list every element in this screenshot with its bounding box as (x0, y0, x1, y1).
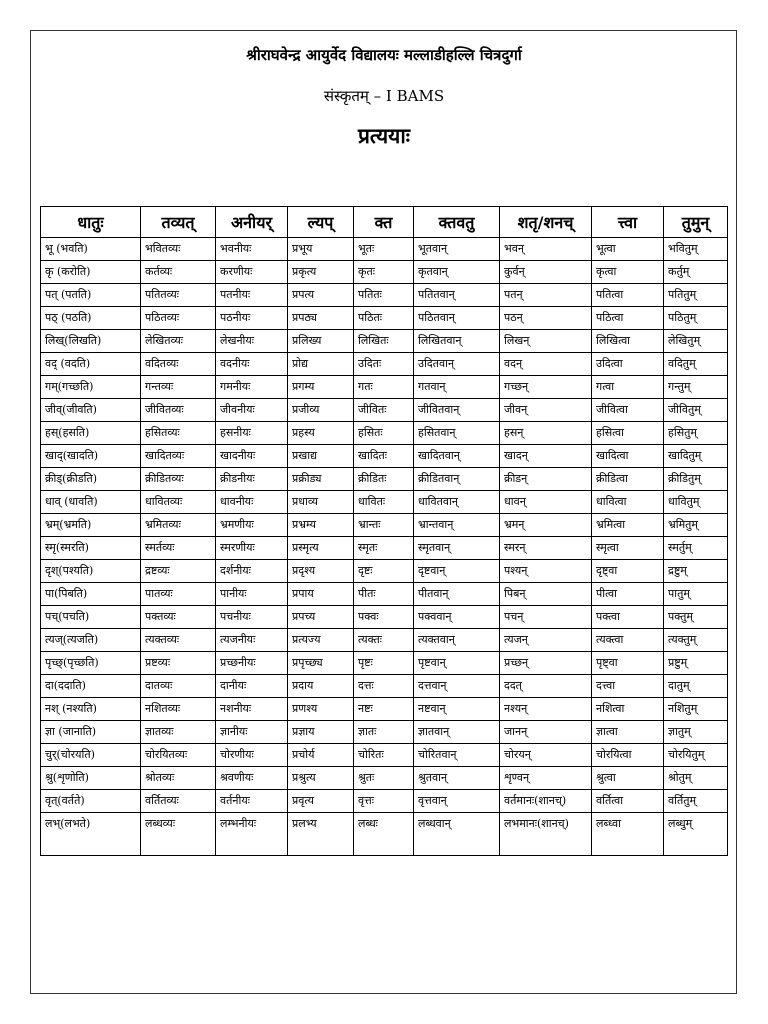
form-cell: जीवनीयः (216, 399, 288, 422)
form-cell: प्रलभ्य (288, 813, 354, 856)
table-row (41, 284, 728, 307)
form-cell: प्रस्मृत्य (288, 537, 354, 560)
form-cell: कुर्वन् (500, 261, 592, 284)
form-cell: ज्ञात्वा (592, 721, 664, 744)
form-cell: भवन् (500, 238, 592, 261)
form-cell: प्रहस्य (288, 422, 354, 445)
form-cell: नशनीयः (216, 698, 288, 721)
form-cell: धावितव्यः (141, 491, 216, 514)
form-cell: लिखित्वा (592, 330, 664, 353)
form-cell: पठित्वा (592, 307, 664, 330)
table-row (41, 307, 728, 330)
form-cell: प्रगम्य (288, 376, 354, 399)
form-cell: धावितवान् (414, 491, 500, 514)
column-header: अनीयर् (216, 207, 288, 238)
form-cell: पक्तव्यः (141, 606, 216, 629)
form-cell: कर्तव्यः (141, 261, 216, 284)
table-row (41, 399, 728, 422)
form-cell: वृत्तः (354, 790, 414, 813)
form-cell: स्मृतः (354, 537, 414, 560)
root-cell: श्रु(शृणोति) (41, 767, 141, 790)
form-cell: दानीयः (216, 675, 288, 698)
form-cell: पक्वः (354, 606, 414, 629)
root-cell: स्मृ(स्मरति) (41, 537, 141, 560)
form-cell: पिबन् (500, 583, 592, 606)
root-cell: वद् (वदति) (41, 353, 141, 376)
form-cell: पृष्टवान् (414, 652, 500, 675)
form-cell: गतवान् (414, 376, 500, 399)
form-cell: क्रीडितवान् (414, 468, 500, 491)
form-cell: हसित्वा (592, 422, 664, 445)
root-cell: पच्(पचति) (41, 606, 141, 629)
form-cell: चोरयितव्यः (141, 744, 216, 767)
form-cell: चोरितवान् (414, 744, 500, 767)
form-cell: लब्धुम् (664, 813, 728, 856)
form-cell: पीतवान् (414, 583, 500, 606)
form-cell: दातुम् (664, 675, 728, 698)
form-cell: प्रवृत्य (288, 790, 354, 813)
root-cell: लभ्(लभते) (41, 813, 141, 856)
form-cell: नशितव्यः (141, 698, 216, 721)
subject-line: संस्कृतम् – I BAMS (323, 87, 445, 105)
table-row (41, 767, 728, 790)
form-cell: प्रजीव्य (288, 399, 354, 422)
root-cell: पा(पिबति) (41, 583, 141, 606)
form-cell: जीवितवान् (414, 399, 500, 422)
form-cell: पठनीयः (216, 307, 288, 330)
root-cell: लिख्(लिखति) (41, 330, 141, 353)
table-row (41, 629, 728, 652)
form-cell: क्रीडितव्यः (141, 468, 216, 491)
table-row (41, 353, 728, 376)
form-cell: लम्भनीयः (216, 813, 288, 856)
form-cell: द्रष्टुम् (664, 560, 728, 583)
form-cell: नशित्वा (592, 698, 664, 721)
form-cell: दत्तः (354, 675, 414, 698)
table-row (41, 261, 728, 284)
form-cell: प्रष्टुम् (664, 652, 728, 675)
form-cell: वदितव्यः (141, 353, 216, 376)
form-cell: पठितुम् (664, 307, 728, 330)
form-cell: प्रोद्य (288, 353, 354, 376)
form-cell: हसितुम् (664, 422, 728, 445)
form-cell: लभमानः(शानच्) (500, 813, 592, 856)
form-cell: भ्रान्तवान् (414, 514, 500, 537)
table-row (41, 491, 728, 514)
form-cell: पक्तुम् (664, 606, 728, 629)
form-cell: खादितः (354, 445, 414, 468)
form-cell: प्रपत्य (288, 284, 354, 307)
form-cell: धावित्वा (592, 491, 664, 514)
root-cell: खाद्(खादति) (41, 445, 141, 468)
form-cell: पतितव्यः (141, 284, 216, 307)
form-cell: भूत्वा (592, 238, 664, 261)
form-cell: प्रदाय (288, 675, 354, 698)
form-cell: स्मरन् (500, 537, 592, 560)
form-cell: प्रभूय (288, 238, 354, 261)
form-cell: पतितवान् (414, 284, 500, 307)
form-cell: प्रकृत्य (288, 261, 354, 284)
form-cell: प्रपृच्छ्य (288, 652, 354, 675)
form-cell: चोरयन् (500, 744, 592, 767)
form-cell: गत्वा (592, 376, 664, 399)
form-cell: कृतवान् (414, 261, 500, 284)
root-cell: धाव् (धावति) (41, 491, 141, 514)
form-cell: पठन् (500, 307, 592, 330)
form-cell: धावितः (354, 491, 414, 514)
form-cell: जीवितुम् (664, 399, 728, 422)
form-cell: त्यक्तवान् (414, 629, 500, 652)
form-cell: प्रदृश्य (288, 560, 354, 583)
form-cell: स्मरणीयः (216, 537, 288, 560)
root-cell: नश् (नश्यति) (41, 698, 141, 721)
root-cell: कृ (करोति) (41, 261, 141, 284)
form-cell: त्यक्तव्यः (141, 629, 216, 652)
form-cell: पृष्ट्वा (592, 652, 664, 675)
form-cell: श्रोतुम् (664, 767, 728, 790)
form-cell: द्रष्टव्यः (141, 560, 216, 583)
form-cell: श्रुतवान् (414, 767, 500, 790)
form-cell: लब्धवान् (414, 813, 500, 856)
form-cell: लिखन् (500, 330, 592, 353)
form-cell: दत्तवान् (414, 675, 500, 698)
form-cell: स्मृत्वा (592, 537, 664, 560)
form-cell: हसितः (354, 422, 414, 445)
form-cell: प्रज्ञाय (288, 721, 354, 744)
form-cell: भ्रमन् (500, 514, 592, 537)
form-cell: दृष्टवान् (414, 560, 500, 583)
form-cell: पानीयः (216, 583, 288, 606)
form-cell: जीवित्वा (592, 399, 664, 422)
form-cell: ज्ञातव्यः (141, 721, 216, 744)
form-cell: ज्ञानीयः (216, 721, 288, 744)
form-cell: खादितवान् (414, 445, 500, 468)
form-cell: वर्तितुम् (664, 790, 728, 813)
form-cell: वृत्तवान् (414, 790, 500, 813)
table-row (41, 721, 728, 744)
form-cell: गन्तव्यः (141, 376, 216, 399)
form-cell: प्रच्छनीयः (216, 652, 288, 675)
form-cell: कृत्वा (592, 261, 664, 284)
form-cell: नशितुम् (664, 698, 728, 721)
form-cell: नष्टः (354, 698, 414, 721)
table-row (41, 514, 728, 537)
form-cell: प्रश्रुत्य (288, 767, 354, 790)
form-cell: करणीयः (216, 261, 288, 284)
root-cell: त्यज्(त्यजति) (41, 629, 141, 652)
column-header: शतृ/शनच् (500, 207, 592, 238)
form-cell: पचनीयः (216, 606, 288, 629)
form-cell: प्रलिख्य (288, 330, 354, 353)
form-cell: पठितवान् (414, 307, 500, 330)
form-cell: पतितुम् (664, 284, 728, 307)
form-cell: हसितव्यः (141, 422, 216, 445)
form-cell: भवितव्यः (141, 238, 216, 261)
table-row (41, 790, 728, 813)
form-cell: पतितः (354, 284, 414, 307)
form-cell: पठितः (354, 307, 414, 330)
form-cell: ज्ञातुम् (664, 721, 728, 744)
table-row (41, 606, 728, 629)
page-title: प्रत्ययाः (357, 123, 411, 148)
root-cell: पृच्छ्(पृच्छति) (41, 652, 141, 675)
table-body (41, 238, 728, 856)
suffix-table (40, 206, 728, 856)
root-cell: गम्(गच्छति) (41, 376, 141, 399)
form-cell: भवनीयः (216, 238, 288, 261)
form-cell: खादनीयः (216, 445, 288, 468)
root-cell: पत् (पतति) (41, 284, 141, 307)
form-cell: ज्ञातवान् (414, 721, 500, 744)
form-cell: क्रीडितः (354, 468, 414, 491)
root-cell: चुर्(चोरयति) (41, 744, 141, 767)
form-cell: श्रुत्वा (592, 767, 664, 790)
form-cell: खादन् (500, 445, 592, 468)
form-cell: प्रक्रीड्य (288, 468, 354, 491)
form-cell: चोरयितुम् (664, 744, 728, 767)
form-cell: प्रपाय (288, 583, 354, 606)
root-cell: हस्(हसति) (41, 422, 141, 445)
table-row (41, 238, 728, 261)
form-cell: लब्ध्वा (592, 813, 664, 856)
form-cell: क्रीडन् (500, 468, 592, 491)
form-cell: लब्धः (354, 813, 414, 856)
form-cell: क्रीडनीयः (216, 468, 288, 491)
form-cell: पतनीयः (216, 284, 288, 307)
form-cell: पश्यन् (500, 560, 592, 583)
form-cell: भ्रमितुम् (664, 514, 728, 537)
form-cell: भ्रमित्वा (592, 514, 664, 537)
form-cell: शृण्वन् (500, 767, 592, 790)
form-cell: प्रधाव्य (288, 491, 354, 514)
form-cell: प्रणश्य (288, 698, 354, 721)
form-cell: नश्यन् (500, 698, 592, 721)
table-row (41, 744, 728, 767)
table-row (41, 652, 728, 675)
form-cell: प्रपच्य (288, 606, 354, 629)
form-cell: लब्धव्यः (141, 813, 216, 856)
form-cell: जीवितः (354, 399, 414, 422)
form-cell: लेखितव्यः (141, 330, 216, 353)
form-cell: चोरयित्वा (592, 744, 664, 767)
form-cell: भ्रमणीयः (216, 514, 288, 537)
form-cell: त्यक्तः (354, 629, 414, 652)
header-row (41, 207, 728, 238)
form-cell: पृष्टः (354, 652, 414, 675)
form-cell: हसन् (500, 422, 592, 445)
table-row (41, 445, 728, 468)
form-cell: त्यजनीयः (216, 629, 288, 652)
form-cell: उदितवान् (414, 353, 500, 376)
school-name: श्रीराघवेन्द्र आयुर्वेद विद्यालयः मल्लाडीहल्लि चित्रदुर्गा (246, 46, 522, 64)
table-row (41, 560, 728, 583)
form-cell: गतः (354, 376, 414, 399)
form-cell: त्यक्त्वा (592, 629, 664, 652)
table-row (41, 330, 728, 353)
form-cell: प्रपठ्य (288, 307, 354, 330)
form-cell: धावन् (500, 491, 592, 514)
form-cell: जानन् (500, 721, 592, 744)
form-cell: खादितव्यः (141, 445, 216, 468)
table-row (41, 422, 728, 445)
root-cell: भ्रम्(भ्रमति) (41, 514, 141, 537)
form-cell: गन्तुम् (664, 376, 728, 399)
form-cell: वदन् (500, 353, 592, 376)
form-cell: प्रत्यज्य (288, 629, 354, 652)
form-cell: भ्रान्तः (354, 514, 414, 537)
table-row (41, 583, 728, 606)
root-cell: क्रीड्(क्रीडति) (41, 468, 141, 491)
root-cell: दृश्(पश्यति) (41, 560, 141, 583)
column-header: तुमुन् (664, 207, 728, 238)
form-cell: स्मृतवान् (414, 537, 500, 560)
form-cell: प्रच्छन् (500, 652, 592, 675)
form-cell: खादितुम् (664, 445, 728, 468)
column-header: तव्यत् (141, 207, 216, 238)
form-cell: पचन् (500, 606, 592, 629)
form-cell: प्रखाद्य (288, 445, 354, 468)
form-cell: क्रीडित्वा (592, 468, 664, 491)
table-row (41, 537, 728, 560)
form-cell: भवितुम् (664, 238, 728, 261)
form-cell: जीवन् (500, 399, 592, 422)
table-row (41, 813, 728, 856)
column-header: त्त्वा (592, 207, 664, 238)
form-cell: प्रष्टव्यः (141, 652, 216, 675)
form-cell: श्रवणीयः (216, 767, 288, 790)
form-cell: भूतवान् (414, 238, 500, 261)
form-cell: कृतः (354, 261, 414, 284)
form-cell: चोरितः (354, 744, 414, 767)
table-row (41, 698, 728, 721)
column-header: क्त (354, 207, 414, 238)
form-cell: श्रुतः (354, 767, 414, 790)
form-cell: वदितुम् (664, 353, 728, 376)
table-row (41, 675, 728, 698)
form-cell: पठितव्यः (141, 307, 216, 330)
table-row (41, 468, 728, 491)
form-cell: प्रभ्रम्य (288, 514, 354, 537)
form-cell: दर्शनीयः (216, 560, 288, 583)
form-cell: जीवितव्यः (141, 399, 216, 422)
form-cell: भ्रमितव्यः (141, 514, 216, 537)
form-cell: दातव्यः (141, 675, 216, 698)
root-cell: पठ् (पठति) (41, 307, 141, 330)
form-cell: वर्तितव्यः (141, 790, 216, 813)
form-cell: कर्तुम् (664, 261, 728, 284)
form-cell: धावनीयः (216, 491, 288, 514)
column-header: धातुः (41, 207, 141, 238)
form-cell: लिखितः (354, 330, 414, 353)
form-cell: पीतः (354, 583, 414, 606)
form-cell: वर्तमानः(शानच्) (500, 790, 592, 813)
column-header: क्तवतु (414, 207, 500, 238)
form-cell: भूतः (354, 238, 414, 261)
form-cell: स्मर्तव्यः (141, 537, 216, 560)
form-cell: ददत् (500, 675, 592, 698)
form-cell: नष्टवान् (414, 698, 500, 721)
form-cell: त्यजन् (500, 629, 592, 652)
form-cell: क्रीडितुम् (664, 468, 728, 491)
form-cell: गमनीयः (216, 376, 288, 399)
form-cell: दृष्टः (354, 560, 414, 583)
form-cell: वर्तित्वा (592, 790, 664, 813)
form-cell: लिखितवान् (414, 330, 500, 353)
form-cell: पक्त्वा (592, 606, 664, 629)
form-cell: दृष्ट्वा (592, 560, 664, 583)
form-cell: वर्तनीयः (216, 790, 288, 813)
form-cell: पातुम् (664, 583, 728, 606)
form-cell: पातव्यः (141, 583, 216, 606)
form-cell: त्यक्तुम् (664, 629, 728, 652)
root-cell: जीव्(जीवति) (41, 399, 141, 422)
form-cell: प्रचोर्य (288, 744, 354, 767)
root-cell: भू (भवति) (41, 238, 141, 261)
form-cell: चोरणीयः (216, 744, 288, 767)
form-cell: पतन् (500, 284, 592, 307)
form-cell: लेखितुम् (664, 330, 728, 353)
form-cell: वदनीयः (216, 353, 288, 376)
form-cell: पक्ववान् (414, 606, 500, 629)
form-cell: उदित्वा (592, 353, 664, 376)
form-cell: स्मर्तुम् (664, 537, 728, 560)
form-cell: खादित्वा (592, 445, 664, 468)
form-cell: उदितः (354, 353, 414, 376)
form-cell: पतित्वा (592, 284, 664, 307)
form-cell: लेखनीयः (216, 330, 288, 353)
form-cell: हसितवान् (414, 422, 500, 445)
root-cell: ज्ञा (जानाति) (41, 721, 141, 744)
table-row (41, 376, 728, 399)
form-cell: गच्छन् (500, 376, 592, 399)
root-cell: वृत्(वर्तते) (41, 790, 141, 813)
form-cell: पीत्वा (592, 583, 664, 606)
form-cell: दत्त्वा (592, 675, 664, 698)
table-header (41, 207, 728, 238)
root-cell: दा(ददाति) (41, 675, 141, 698)
form-cell: ज्ञातः (354, 721, 414, 744)
form-cell: धावितुम् (664, 491, 728, 514)
column-header: ल्यप् (288, 207, 354, 238)
form-cell: हसनीयः (216, 422, 288, 445)
form-cell: श्रोतव्यः (141, 767, 216, 790)
